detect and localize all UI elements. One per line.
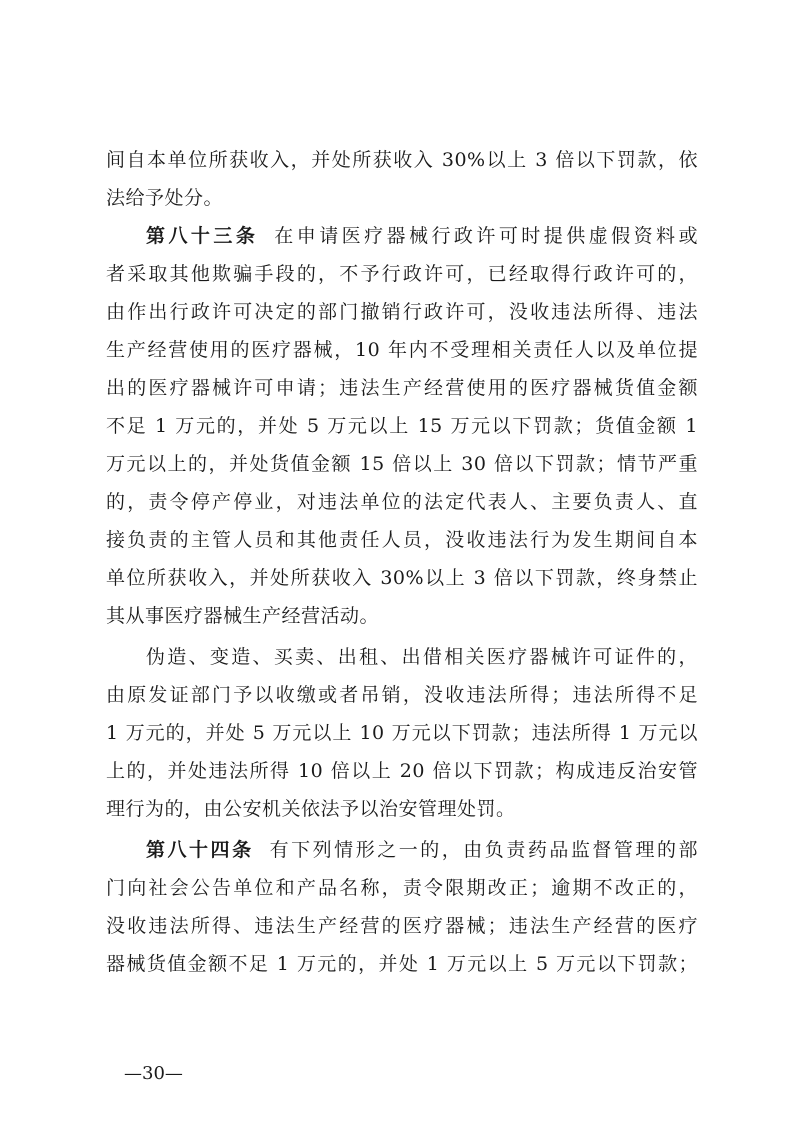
- text-line: 生产经营使用的医疗器械，10 年内不受理相关责任人以及单位提: [106, 339, 698, 361]
- text-line: 上的，并处违法所得 10 倍以上 20 倍以下罚款；构成违反治安管: [106, 760, 698, 782]
- article-heading: 第八十四条: [146, 839, 254, 861]
- text-line: 出的医疗器械许可申请；违法生产经营使用的医疗器械货值金额: [106, 377, 698, 399]
- text-line: 由原发证部门予以收缴或者吊销，没收违法所得；违法所得不足: [106, 684, 698, 706]
- text-line: 1 万元的，并处 5 万元以上 10 万元以下罚款；违法所得 1 万元以: [106, 722, 698, 744]
- text-line: 门向社会公告单位和产品名称，责令限期改正；逾期不改正的，: [106, 877, 698, 899]
- text-line: 者采取其他欺骗手段的，不予行政许可，已经取得行政许可的，: [106, 263, 698, 285]
- text-line: 法给予处分。: [106, 187, 224, 209]
- text-line: 万元以上的，并处货值金额 15 倍以上 30 倍以下罚款；情节严重: [106, 453, 698, 475]
- article-83-first-line: [146, 217, 698, 255]
- text-line: 器械货值金额不足 1 万元的，并处 1 万元以上 5 万元以下罚款；: [106, 953, 698, 975]
- article-heading: 第八十三条: [146, 225, 259, 247]
- page-number: —30—: [124, 1063, 183, 1084]
- text-line: 没收违法所得、违法生产经营的医疗器械；违法生产经营的医疗: [106, 915, 698, 937]
- text-line: 有下列情形之一的，由负责药品监督管理的部: [269, 839, 698, 861]
- text-line: 间自本单位所获收入，并处所获收入 30%以上 3 倍以下罚款，依: [106, 149, 698, 171]
- text-line: 接负责的主管人员和其他责任人员，没收违法行为发生期间自本: [106, 529, 698, 551]
- text-line: 单位所获收入，并处所获收入 30%以上 3 倍以下罚款，终身禁止: [106, 567, 698, 589]
- text-line: 不足 1 万元的，并处 5 万元以上 15 万元以下罚款；货值金额 1: [106, 415, 698, 437]
- article-84-first-line: [146, 831, 698, 869]
- text-line: 理行为的，由公安机关依法予以治安管理处罚。: [106, 798, 516, 820]
- text-line: 伪造、变造、买卖、出租、出借相关医疗器械许可证件的，: [146, 646, 698, 668]
- text-line: 的，责令停产停业，对违法单位的法定代表人、主要负责人、直: [106, 491, 698, 513]
- text-line: 在申请医疗器械行政许可时提供虚假资料或: [274, 225, 698, 247]
- text-line: 由作出行政许可决定的部门撤销行政许可，没收违法所得、违法: [106, 301, 698, 323]
- text-line: 其从事医疗器械生产经营活动。: [106, 605, 380, 627]
